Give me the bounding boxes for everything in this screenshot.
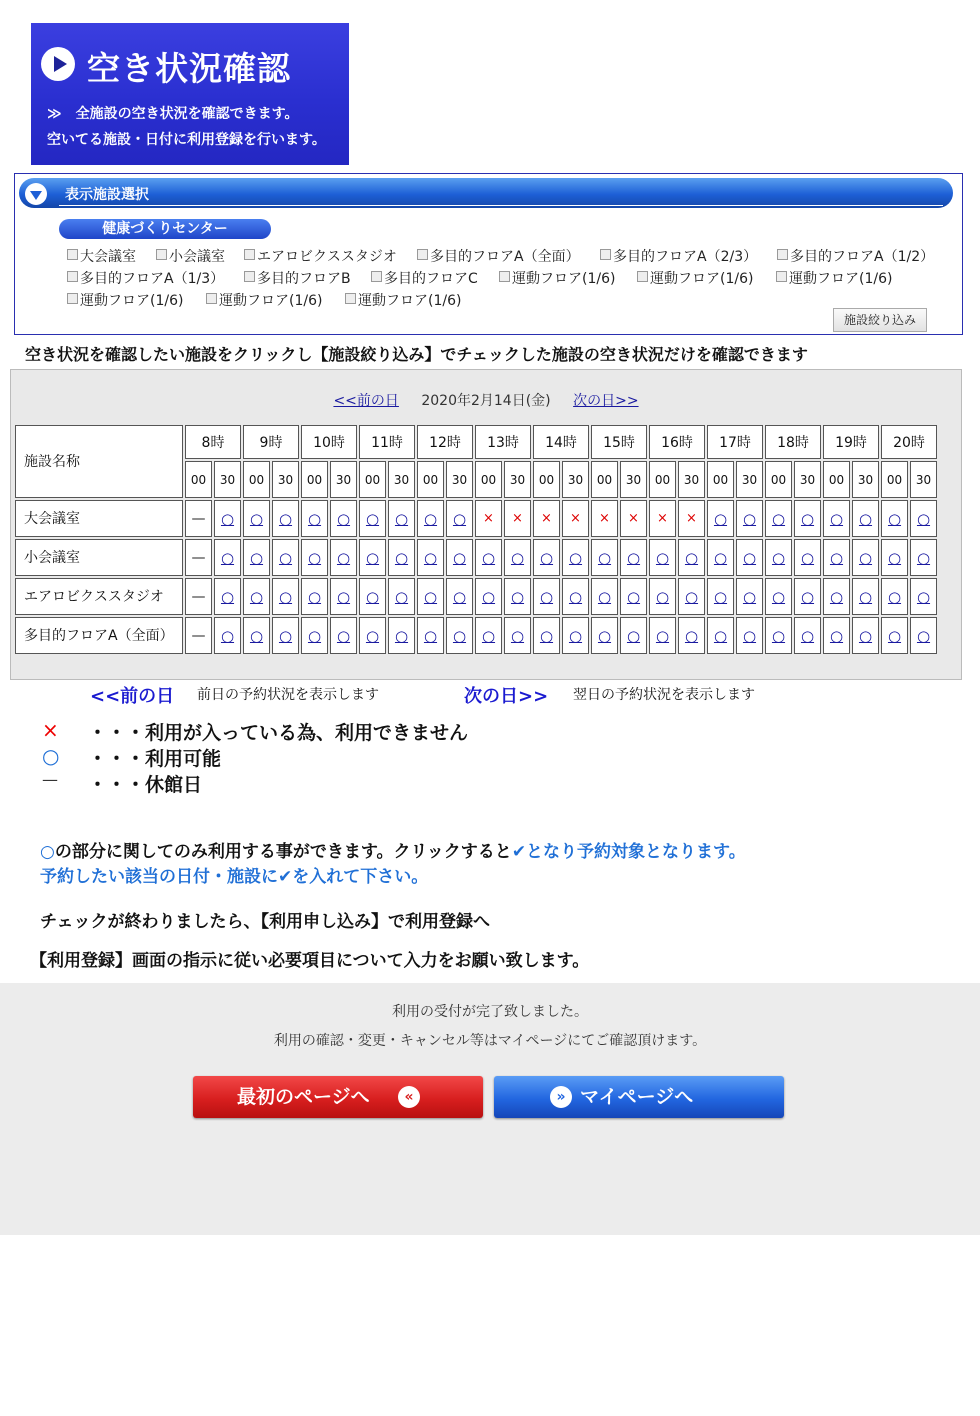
booked-slot: × — [562, 500, 589, 537]
minute-header: 00 — [591, 461, 618, 498]
facility-checkbox[interactable] — [777, 246, 934, 266]
facility-checkbox-label: 多目的フロアA（2/3） — [613, 249, 758, 265]
available-slot[interactable]: ○ — [707, 539, 734, 576]
available-slot[interactable]: ○ — [504, 578, 531, 615]
first-page-button[interactable] — [193, 1076, 483, 1118]
available-slot[interactable]: ○ — [243, 500, 270, 537]
minute-header: 30 — [736, 461, 763, 498]
checkbox-box[interactable] — [345, 293, 356, 304]
available-slot[interactable]: ○ — [330, 578, 357, 615]
minute-header: 00 — [533, 461, 560, 498]
available-slot[interactable]: ○ — [910, 578, 937, 615]
available-slot[interactable]: ○ — [881, 500, 908, 537]
next-day-link[interactable]: 次の日>> — [573, 393, 639, 409]
facility-checkbox-label: 多目的フロアB — [257, 271, 351, 287]
note-1-text: の部分に関してのみ利用する事ができます。クリックすると — [54, 842, 512, 862]
available-slot[interactable]: ○ — [359, 578, 386, 615]
facility-checkbox-label: 多目的フロアA（1/2） — [790, 249, 935, 265]
available-slot[interactable]: ○ — [446, 500, 473, 537]
minute-header: 30 — [678, 461, 705, 498]
booked-slot: × — [678, 500, 705, 537]
hour-header: 11時 — [359, 425, 415, 459]
available-slot[interactable]: ○ — [243, 539, 270, 576]
checkbox-box[interactable] — [206, 293, 217, 304]
minute-header: 30 — [794, 461, 821, 498]
checkbox-box[interactable] — [67, 293, 78, 304]
available-slot[interactable]: ○ — [736, 539, 763, 576]
mypage-message: 利用の確認・変更・キャンセル等はマイページにてご確認頂けます。 — [273, 1033, 707, 1049]
facility-checkbox-label: 運動フロア(1/6) — [80, 293, 184, 309]
date-navigation — [11, 390, 961, 410]
closed-symbol: — — [42, 770, 58, 789]
available-slot[interactable]: ○ — [330, 617, 357, 654]
facility-checkbox-label: 運動フロア(1/6) — [219, 293, 323, 309]
facility-checkbox[interactable] — [371, 268, 478, 288]
unavailable-text: ・・・利用が入っている為、利用できません — [88, 722, 469, 744]
available-slot[interactable]: ○ — [794, 578, 821, 615]
available-slot[interactable]: ○ — [910, 500, 937, 537]
available-slot[interactable]: ○ — [475, 617, 502, 654]
mypage-button[interactable] — [494, 1076, 784, 1118]
available-slot[interactable]: ○ — [620, 539, 647, 576]
booked-slot: × — [620, 500, 647, 537]
note-1-check-text: ✔となり予約対象となります。 — [511, 842, 746, 862]
available-slot[interactable]: ○ — [765, 578, 792, 615]
banner-line-2: 空いてる施設・日付に利用登録を行います。 — [47, 132, 326, 148]
hour-header: 13時 — [475, 425, 531, 459]
available-slot[interactable]: ○ — [272, 539, 299, 576]
facility-checkbox[interactable] — [417, 246, 580, 266]
available-slot[interactable]: ○ — [388, 578, 415, 615]
facility-checkbox-label: 運動フロア(1/6) — [358, 293, 462, 309]
facility-checkbox[interactable] — [67, 268, 224, 288]
minute-header: 00 — [823, 461, 850, 498]
facility-checkbox-label: エアロビクススタジオ — [257, 249, 397, 265]
filter-header-divider — [59, 205, 943, 206]
facility-checkbox[interactable] — [206, 290, 322, 310]
available-slot[interactable]: ○ — [823, 578, 850, 615]
note-line-1 — [40, 837, 746, 862]
hour-header: 8時 — [185, 425, 241, 459]
facility-filter-panel — [14, 173, 963, 335]
double-right-arrow-icon: » — [550, 1086, 572, 1108]
available-slot[interactable]: ○ — [417, 500, 444, 537]
available-slot[interactable]: ○ — [562, 617, 589, 654]
facility-checkbox[interactable] — [244, 268, 351, 288]
facility-name: 小会議室 — [15, 539, 183, 576]
available-slot[interactable]: ○ — [446, 578, 473, 615]
booked-slot: × — [504, 500, 531, 537]
available-slot[interactable]: ○ — [794, 500, 821, 537]
available-slot[interactable]: ○ — [417, 617, 444, 654]
available-slot[interactable]: ○ — [272, 617, 299, 654]
hour-header: 20時 — [881, 425, 937, 459]
checkbox-box[interactable] — [67, 271, 78, 282]
minute-header: 00 — [185, 461, 212, 498]
hour-header: 17時 — [707, 425, 763, 459]
available-slot[interactable]: ○ — [881, 617, 908, 654]
hour-header: 14時 — [533, 425, 589, 459]
first-page-label: 最初のページへ — [237, 1086, 370, 1108]
available-slot[interactable]: ○ — [620, 617, 647, 654]
instruction-text: 空き状況を確認したい施設をクリックし【施設絞り込み】でチェックした施設の空き状況だけを確認できます — [25, 345, 808, 364]
checkbox-box[interactable] — [371, 271, 382, 282]
facility-checkbox[interactable] — [776, 268, 892, 288]
current-date: 2020年2月14日(金) — [421, 393, 551, 409]
minute-header: 00 — [475, 461, 502, 498]
closed-text: ・・・休館日 — [88, 774, 203, 796]
banner-line-1: ≫ 全施設の空き状況を確認できます。 — [47, 106, 299, 122]
facility-checkbox[interactable] — [67, 246, 136, 266]
table-row — [15, 539, 937, 576]
minute-header: 00 — [417, 461, 444, 498]
closed-slot: — — [185, 578, 212, 615]
available-slot[interactable]: ○ — [852, 578, 879, 615]
available-slot[interactable]: ○ — [272, 500, 299, 537]
available-slot[interactable]: ○ — [852, 500, 879, 537]
checkbox-box[interactable] — [156, 249, 167, 260]
checkbox-box[interactable] — [417, 249, 428, 260]
facility-checkbox[interactable] — [637, 268, 753, 288]
available-slot[interactable]: ○ — [823, 500, 850, 537]
hour-header: 10時 — [301, 425, 357, 459]
available-slot[interactable]: ○ — [388, 617, 415, 654]
available-slot[interactable]: ○ — [214, 500, 241, 537]
facility-checkbox[interactable] — [499, 268, 615, 288]
filter-facilities-button[interactable]: 施設絞り込み — [833, 308, 927, 332]
completion-footer — [0, 983, 980, 1235]
available-slot[interactable]: ○ — [301, 539, 328, 576]
available-slot[interactable]: ○ — [736, 578, 763, 615]
checkbox-box[interactable] — [776, 271, 787, 282]
available-slot[interactable]: ○ — [562, 578, 589, 615]
facility-checkbox[interactable] — [67, 290, 183, 310]
filter-header-title: 表示施設選択 — [65, 187, 149, 203]
available-slot[interactable]: ○ — [910, 617, 937, 654]
booked-slot: × — [533, 500, 560, 537]
page-banner — [31, 23, 349, 165]
available-symbol: ○ — [42, 744, 60, 768]
available-slot[interactable]: ○ — [330, 500, 357, 537]
minute-header: 30 — [330, 461, 357, 498]
available-slot[interactable]: ○ — [533, 578, 560, 615]
available-slot[interactable]: ○ — [214, 539, 241, 576]
closed-slot: — — [185, 539, 212, 576]
available-slot[interactable]: ○ — [243, 578, 270, 615]
available-slot[interactable]: ○ — [388, 500, 415, 537]
facility-checkbox-label: 運動フロア(1/6) — [512, 271, 616, 287]
chevron-down-icon[interactable] — [25, 183, 47, 205]
available-slot[interactable]: ○ — [852, 539, 879, 576]
facility-checkbox[interactable] — [244, 246, 397, 266]
double-left-arrow-icon: « — [398, 1086, 420, 1108]
minute-header: 30 — [446, 461, 473, 498]
facility-name: 大会議室 — [15, 500, 183, 537]
available-slot[interactable]: ○ — [359, 500, 386, 537]
minute-header: 30 — [852, 461, 879, 498]
page-title: 空き状況確認 — [87, 49, 291, 88]
table-row — [15, 617, 937, 654]
available-slot[interactable]: ○ — [446, 539, 473, 576]
facility-checkbox-label: 多目的フロアA（全面） — [430, 249, 580, 265]
available-slot[interactable]: ○ — [301, 617, 328, 654]
available-slot[interactable]: ○ — [475, 539, 502, 576]
availability-table — [13, 423, 939, 656]
minute-header: 00 — [359, 461, 386, 498]
table-row — [15, 578, 937, 615]
mypage-label: マイページへ — [580, 1086, 694, 1108]
minute-header: 30 — [910, 461, 937, 498]
minute-header: 00 — [649, 461, 676, 498]
note-line-2: 予約したい該当の日付・施設に✔を入れて下さい。 — [40, 867, 429, 887]
center-label: 健康づくりセンター — [59, 219, 271, 239]
minute-header: 30 — [214, 461, 241, 498]
booked-slot: × — [649, 500, 676, 537]
available-slot[interactable]: ○ — [591, 578, 618, 615]
available-slot[interactable]: ○ — [417, 578, 444, 615]
table-row — [15, 500, 937, 537]
available-slot[interactable]: ○ — [678, 617, 705, 654]
completion-message: 利用の受付が完了致しました。 — [392, 1004, 588, 1020]
availability-schedule — [10, 369, 962, 680]
facility-name: 多目的フロアA（全面） — [15, 617, 183, 654]
available-slot[interactable]: ○ — [678, 539, 705, 576]
available-slot[interactable]: ○ — [707, 500, 734, 537]
minute-header: 30 — [388, 461, 415, 498]
booked-slot: × — [475, 500, 502, 537]
available-slot[interactable]: ○ — [852, 617, 879, 654]
hour-header: 9時 — [243, 425, 299, 459]
available-slot[interactable]: ○ — [243, 617, 270, 654]
legend-prev-label: <<前の日 — [90, 686, 175, 707]
facility-name-header: 施設名称 — [15, 425, 183, 498]
note-line-4: 【利用登録】画面の指示に従い必要項目について入力をお願い致します。 — [30, 951, 590, 971]
filter-header[interactable] — [19, 178, 953, 208]
legend-next-label: 次の日>> — [464, 686, 549, 707]
facility-checkbox-label: 運動フロア(1/6) — [789, 271, 893, 287]
available-slot[interactable]: ○ — [417, 539, 444, 576]
available-slot[interactable]: ○ — [562, 539, 589, 576]
minute-header: 30 — [620, 461, 647, 498]
available-slot[interactable]: ○ — [330, 539, 357, 576]
facility-checkbox[interactable] — [600, 246, 757, 266]
available-slot[interactable]: ○ — [707, 617, 734, 654]
available-slot[interactable]: ○ — [301, 578, 328, 615]
minute-header: 00 — [765, 461, 792, 498]
play-arrow-icon — [41, 47, 75, 81]
checkbox-box[interactable] — [499, 271, 510, 282]
available-slot[interactable]: ○ — [765, 500, 792, 537]
available-slot[interactable]: ○ — [620, 578, 647, 615]
available-slot[interactable]: ○ — [649, 539, 676, 576]
minute-header: 00 — [243, 461, 270, 498]
checkbox-box[interactable] — [777, 249, 788, 260]
minute-header: 30 — [272, 461, 299, 498]
available-slot[interactable]: ○ — [765, 617, 792, 654]
minute-header: 00 — [301, 461, 328, 498]
available-slot[interactable]: ○ — [388, 539, 415, 576]
available-slot[interactable]: ○ — [214, 617, 241, 654]
available-slot[interactable]: ○ — [272, 578, 299, 615]
prev-day-link[interactable]: <<前の日 — [333, 393, 399, 409]
available-slot[interactable]: ○ — [591, 539, 618, 576]
hour-header: 15時 — [591, 425, 647, 459]
available-slot[interactable]: ○ — [649, 578, 676, 615]
hour-header: 19時 — [823, 425, 879, 459]
available-text: ・・・利用可能 — [88, 748, 222, 770]
available-slot[interactable]: ○ — [475, 578, 502, 615]
minute-header: 30 — [562, 461, 589, 498]
available-slot[interactable]: ○ — [823, 539, 850, 576]
available-slot[interactable]: ○ — [446, 617, 473, 654]
available-slot[interactable]: ○ — [736, 617, 763, 654]
facility-name: エアロビクススタジオ — [15, 578, 183, 615]
available-slot[interactable]: ○ — [881, 539, 908, 576]
checkbox-box[interactable] — [67, 249, 78, 260]
note-line-3: チェックが終わりましたら、【利用申し込み】で利用登録へ — [40, 912, 490, 932]
hour-header: 18時 — [765, 425, 821, 459]
available-slot[interactable]: ○ — [591, 617, 618, 654]
facility-checkbox[interactable] — [345, 290, 461, 310]
booked-slot: × — [591, 500, 618, 537]
facility-checkbox-label: 小会議室 — [169, 249, 225, 265]
available-slot[interactable]: ○ — [301, 500, 328, 537]
available-slot[interactable]: ○ — [504, 539, 531, 576]
unavailable-symbol: × — [42, 718, 59, 742]
facility-checkbox[interactable] — [156, 246, 225, 266]
checkbox-box[interactable] — [244, 271, 255, 282]
available-slot[interactable]: ○ — [649, 617, 676, 654]
closed-slot: — — [185, 617, 212, 654]
minute-header: 00 — [707, 461, 734, 498]
available-slot[interactable]: ○ — [678, 578, 705, 615]
legend-next-desc: 翌日の予約状況を表示します — [573, 687, 755, 703]
facility-checkbox-label: 運動フロア(1/6) — [650, 271, 754, 287]
available-slot[interactable]: ○ — [765, 539, 792, 576]
available-slot[interactable]: ○ — [533, 617, 560, 654]
closed-slot: — — [185, 500, 212, 537]
minute-header: 00 — [881, 461, 908, 498]
available-slot[interactable]: ○ — [707, 578, 734, 615]
checkbox-box[interactable] — [637, 271, 648, 282]
available-slot[interactable]: ○ — [736, 500, 763, 537]
facility-checkbox-label: 多目的フロアC — [384, 271, 478, 287]
available-slot[interactable]: ○ — [910, 539, 937, 576]
available-slot[interactable]: ○ — [533, 539, 560, 576]
available-slot[interactable]: ○ — [214, 578, 241, 615]
hour-header: 12時 — [417, 425, 473, 459]
available-slot[interactable]: ○ — [794, 539, 821, 576]
legend-prev-desc: 前日の予約状況を表示します — [197, 687, 379, 703]
circle-mark: ○ — [40, 842, 55, 862]
available-slot[interactable]: ○ — [359, 539, 386, 576]
available-slot[interactable]: ○ — [794, 617, 821, 654]
available-slot[interactable]: ○ — [881, 578, 908, 615]
checkbox-box[interactable] — [244, 249, 255, 260]
hour-header: 16時 — [649, 425, 705, 459]
facility-checkbox-label: 大会議室 — [80, 249, 136, 265]
checkbox-box[interactable] — [600, 249, 611, 260]
facility-checkbox-label: 多目的フロアA（1/3） — [80, 271, 225, 287]
available-slot[interactable]: ○ — [504, 617, 531, 654]
available-slot[interactable]: ○ — [823, 617, 850, 654]
minute-header: 30 — [504, 461, 531, 498]
available-slot[interactable]: ○ — [359, 617, 386, 654]
